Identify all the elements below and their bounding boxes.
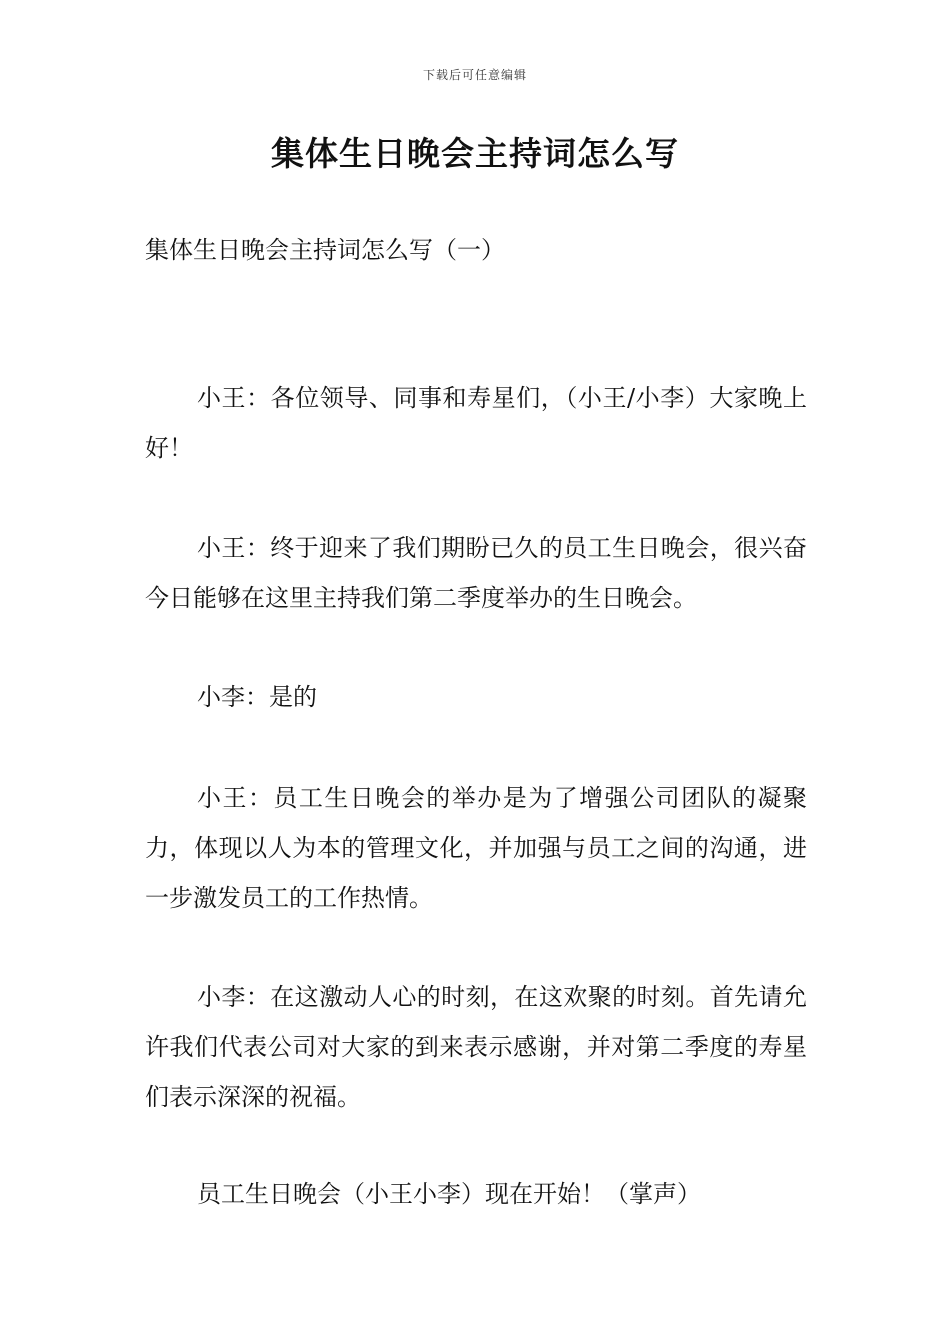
paragraph-1: 小王：各位领导、同事和寿星们，（小王/小李）大家晚上好！: [145, 384, 807, 462]
paragraph-2: 小王：终于迎来了我们期盼已久的员工生日晚会，很兴奋今日能够在这里主持我们第二季度举办的生日晚会。: [145, 534, 807, 612]
paragraph-3: 小李：是的: [197, 683, 317, 711]
section-heading: 集体生日晚会主持词怎么写（一）: [145, 236, 505, 264]
paragraph-5: 小李：在这激动人心的时刻，在这欢聚的时刻。首先请允许我们代表公司对大家的到来表示感谢，并对第二季度的寿星们表示深深的祝福。: [145, 983, 807, 1111]
header-note: 下载后可任意编辑: [422, 68, 527, 82]
paragraph-6: 员工生日晚会（小王小李）现在开始！（掌声）: [197, 1180, 701, 1208]
document-title: 集体生日晚会主持词怎么写: [271, 134, 679, 173]
paragraph-4: 小王：员工生日晚会的举办是为了增强公司团队的凝聚力，体现以人为本的管理文化，并加强与员工之间的沟通，进一步激发员工的工作热情。: [145, 784, 807, 912]
